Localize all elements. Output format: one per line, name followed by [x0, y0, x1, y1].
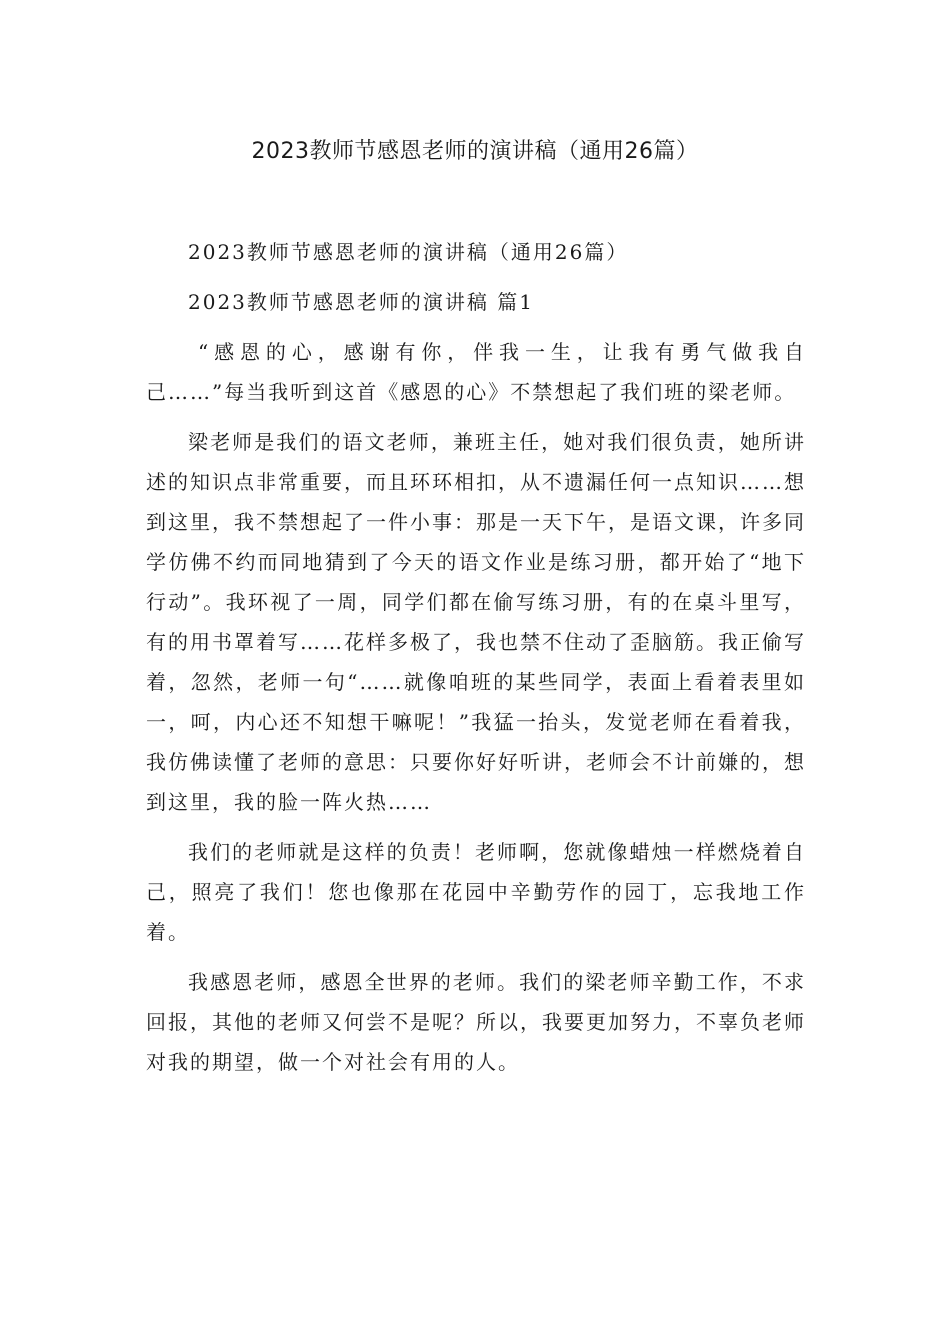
paragraph-1: “感恩的心，感谢有你，伴我一生，让我有勇气做我自己……”每当我听到这首《感恩的心》不禁想起了我们班的梁老师。	[146, 340, 806, 404]
paragraph-3: 我们的老师就是这样的负责！老师啊，您就像蜡烛一样燃烧着自己，照亮了我们！您也像那在花园中辛勤劳作的园丁，忘我地工作着。	[146, 840, 806, 944]
paragraph-4: 我感恩老师，感恩全世界的老师。我们的梁老师辛勤工作，不求回报，其他的老师又何尝不是呢？所以，我要更加努力，不辜负老师对我的期望，做一个对社会有用的人。	[146, 970, 806, 1074]
paragraph-2: 梁老师是我们的语文老师，兼班主任，她对我们很负责，她所讲述的知识点非常重要，而且环环相扣，从不遗漏任何一点知识……想到这里，我不禁想起了一件小事：那是一天下午，是语文课，许多同学仿佛不约而同地猜到了今天的语文作业是练习册，都开始了“地下行动”。我环视了一周，同学们都在偷写练习册，有的在桌斗里写，有的用书罩着写……花样多极了，我也禁不住动了歪脑筋。我正偷写着，忽然，老师一句“……就像咱班的某些同学，表面上看着表里如一，呵，内心还不知想干嘛呢！”我猛一抬头，发觉老师在看着我，我仿佛读懂了老师的意思：只要你好好听讲，老师会不计前嫌的，想到这里，我的脸一阵火热……	[146, 430, 806, 814]
document-title: 2023教师节感恩老师的演讲稿（通用26篇）	[251, 139, 699, 164]
document-body	[146, 232, 806, 1092]
document-subtitle: 2023教师节感恩老师的演讲稿（通用26篇）	[188, 240, 629, 264]
section-heading: 2023教师节感恩老师的演讲稿 篇1	[188, 290, 534, 314]
